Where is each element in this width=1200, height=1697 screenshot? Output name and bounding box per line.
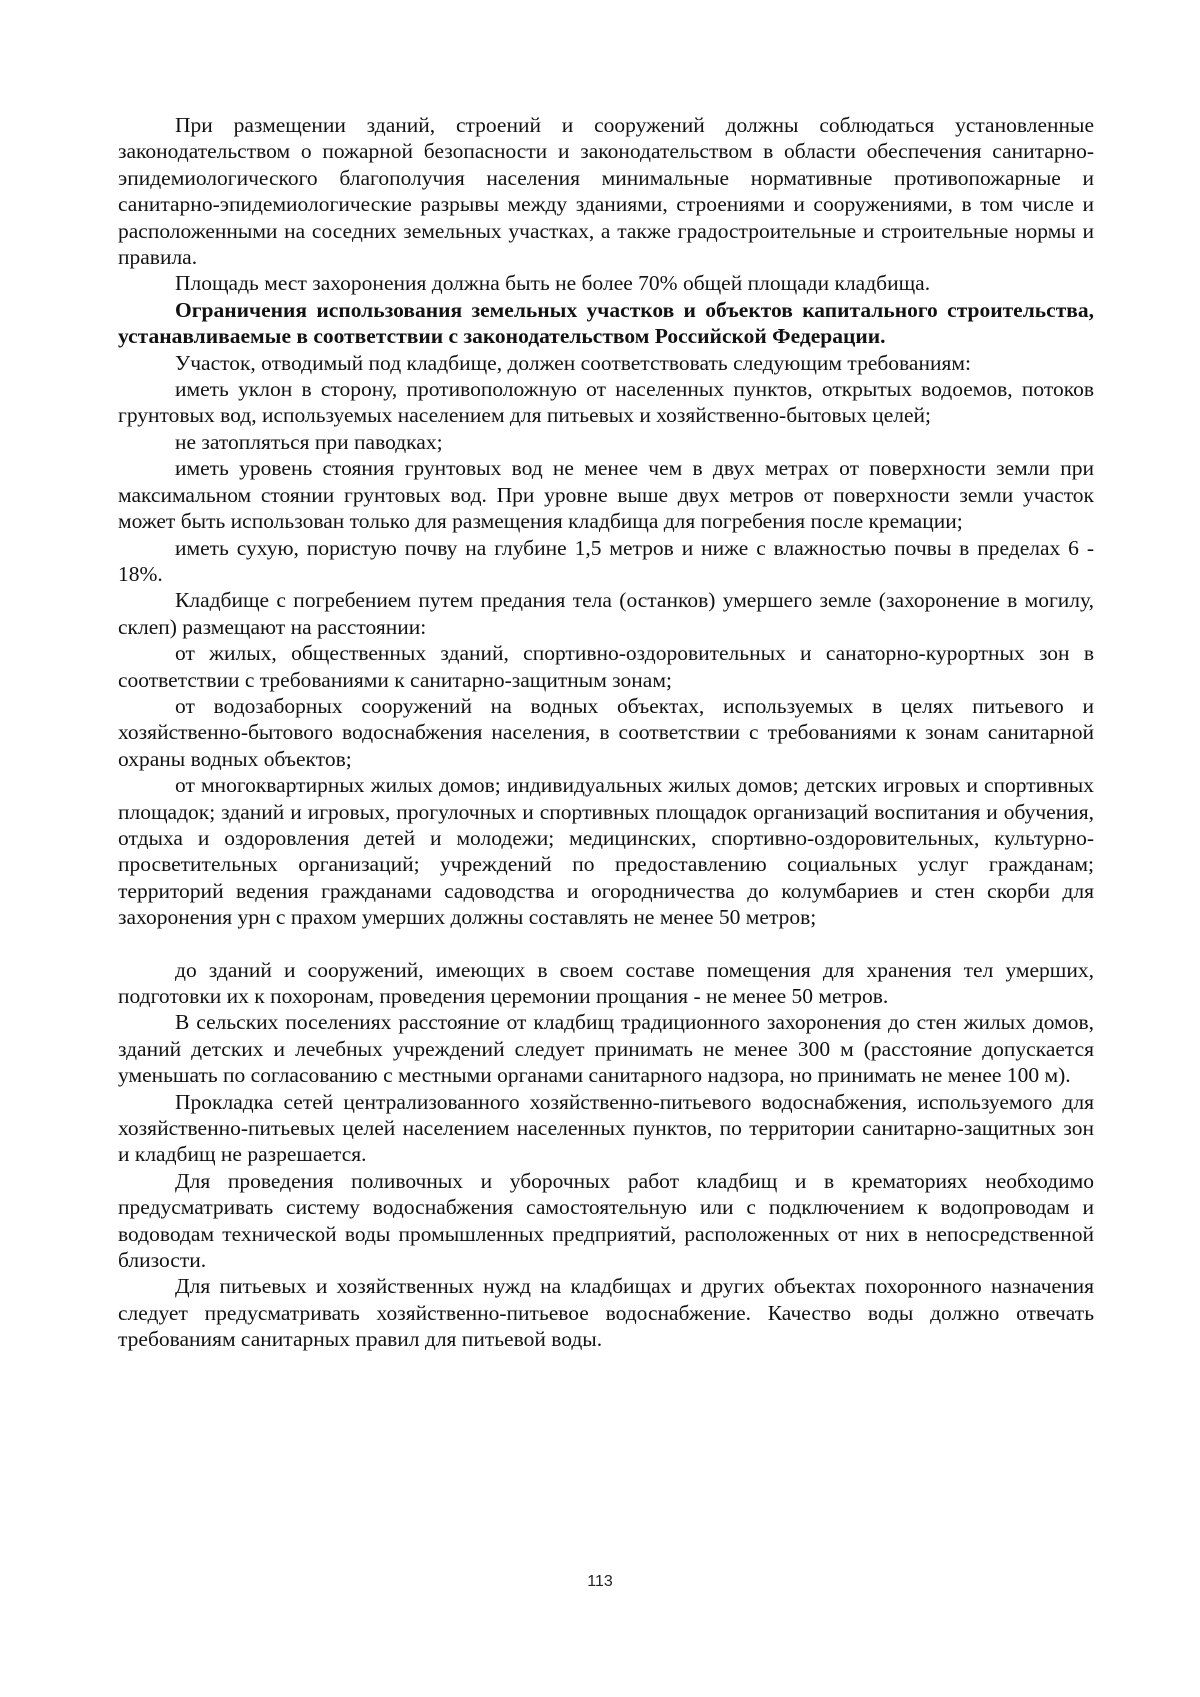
list-item-slope: иметь уклон в сторону, противоположную от населенных пунктов, открытых водоемов, потоков грунтовых вод, используемых населением для питьевых и хозяйственно-бытовых целей; xyxy=(118,377,1094,428)
paragraph-site-requirements: Участок, отводимый под кладбище, должен соответствовать следующим требованиям: xyxy=(175,350,971,375)
list-item-flooding: не затопляться при паводках; xyxy=(175,429,443,454)
paragraph-drinking-water: Для питьевых и хозяйственных нужд на кладбищах и других объектах похоронного назначения следует предусматривать хозяйственно-питьевое водоснабжение. Качество воды должно отвечать требованиям санитарных правил для питьевой воды. xyxy=(118,1274,1094,1352)
paragraph-water-networks: Прокладка сетей централизованного хозяйственно-питьевого водоснабжения, используемого для хозяйственно-питьевых целей населением населенных пунктов, по территории санитарно-защитных зон и кладбищ не разрешается. xyxy=(118,1089,1094,1167)
paragraph-burial-distance: Кладбище с погребением путем предания тела (останков) умершего земле (захоронение в могилу, склеп) размещают на расстоянии: xyxy=(118,588,1094,639)
paragraph-irrigation: Для проведения поливочных и уборочных работ кладбищ и в крематориях необходимо предусматривать систему водоснабжения самостоятельную или с подключением к водопроводам и водоводам технической воды промышленных предприятий, расположенных от них в непосредственной близости. xyxy=(118,1168,1094,1273)
list-item-soil: иметь сухую, пористую почву на глубине 1,5 метров и ниже с влажностью почвы в пределах 6 - 18%. xyxy=(118,535,1094,586)
list-item-groundwater: иметь уровень стояния грунтовых вод не менее чем в двух метрах от поверхности земли при максимальном стоянии грунтовых вод. При уровне выше двух метров от поверхности земли участок может быть использован только для размещения кладбища для погребения после кремации; xyxy=(118,456,1094,534)
page-number: 113 xyxy=(587,1573,613,1590)
list-item-residential-zones: от жилых, общественных зданий, спортивно-оздоровительных и санаторно-курортных зон в соответствии с требованиями к санитарно-защитным зонам; xyxy=(118,641,1094,692)
paragraph-burial-area: Площадь мест захоронения должна быть не более 70% общей площади кладбища. xyxy=(175,271,931,296)
list-item-apartment-buildings: от многоквартирных жилых домов; индивидуальных жилых домов; детских игровых и спортивных площадок; зданий и игровых, прогулочных и спортивных площадок организаций воспитания и обучения, отдыха и оздоровления детей и молодежи; медицинских, спортивно-оздоровительных, культурно-просветительных организаций; учреждений по предоставлению социальных услуг гражданам; территорий ведения гражданами садоводства и огородничества до колумбариев и стен скорби для захоронения урн с прахом умерших должны составлять не менее 50 метров; xyxy=(118,773,1094,930)
section-heading-restrictions: Ограничения использования земельных участков и объектов капитального строительства, устанавливаемые в соответствии с законодательством Российской Федерации. xyxy=(118,297,1094,349)
paragraph-building-placement: При размещении зданий, строений и сооружений должны соблюдаться установленные законодательством о пожарной безопасности и законодательством в области обеспечения санитарно-эпидемиологического благополучия населения минимальные нормативные противопожарные и санитарно-эпидемиологические разрывы между зданиями, строениями и сооружениями, в том числе и расположенными на соседних земельных участках, а также градостроительные и строительные нормы и правила. xyxy=(118,113,1094,270)
paragraph-rural-settlements: В сельских поселениях расстояние от кладбищ традиционного захоронения до стен жилых домов, зданий детских и лечебных учреждений следует принимать не менее 300 м (расстояние допускается уменьшать по согласованию с местными органами санитарного надзора, но принимать не менее 100 м). xyxy=(118,1010,1094,1088)
document-body xyxy=(118,112,1094,1353)
list-item-funeral-buildings: до зданий и сооружений, имеющих в своем составе помещения для хранения тел умерших, подготовки их к похоронам, проведения церемонии прощания - не менее 50 метров. xyxy=(118,957,1094,1008)
list-item-water-intake: от водозаборных сооружений на водных объектах, используемых в целях питьевого и хозяйственно-бытового водоснабжения населения, в соответствии с требованиями к зонам санитарной охраны водных объектов; xyxy=(118,693,1094,771)
